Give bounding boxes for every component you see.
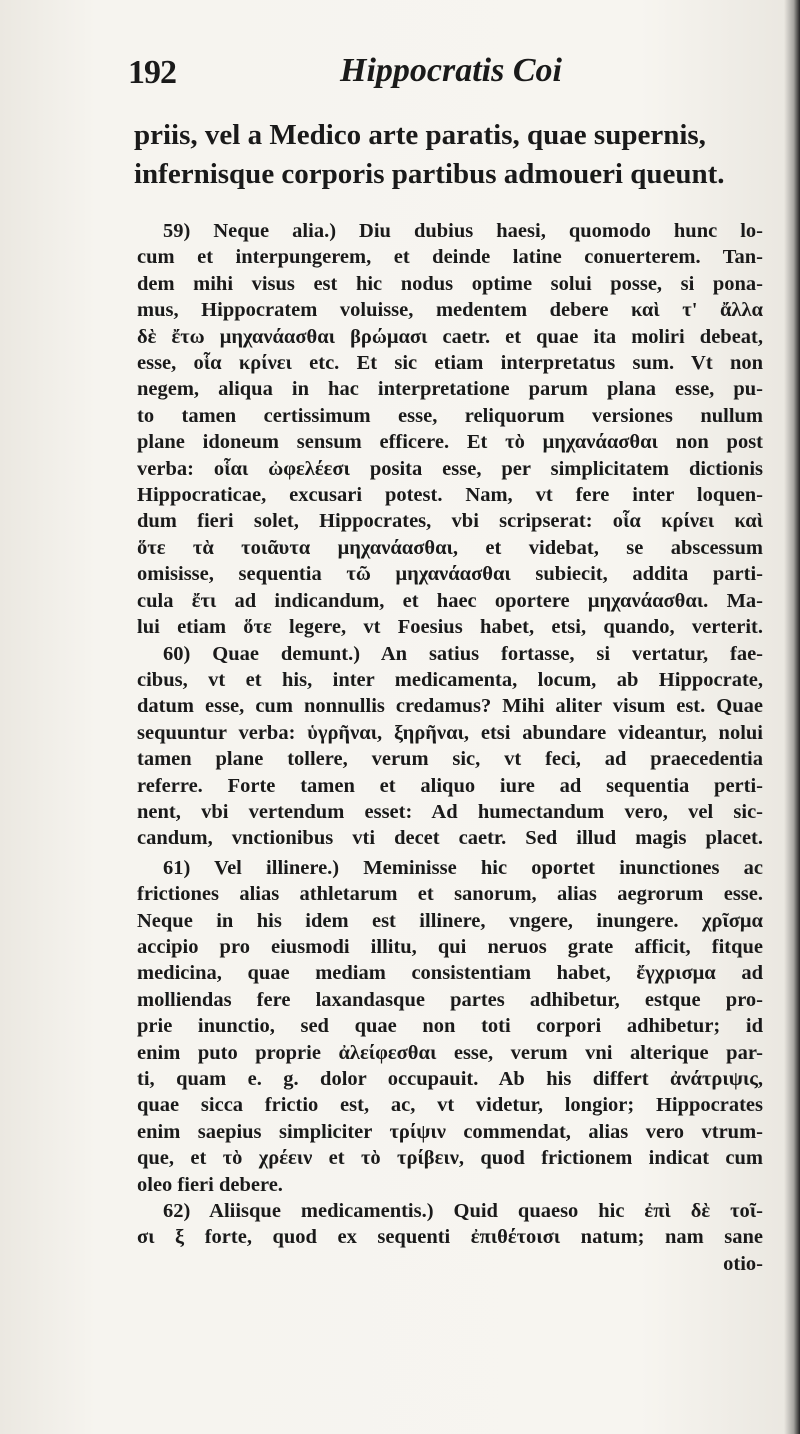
text-line: omisisse, sequentia τῶ μηχανάασθαι subiecit, addita parti- — [137, 563, 763, 586]
note-59 — [137, 218, 763, 641]
text-line: 61) Vel illinere.) Meminisse hic oportet inunctiones ac — [163, 856, 763, 879]
text-line: tamen plane tollere, verum sic, vt feci, ad praecedentia — [137, 748, 763, 771]
text-line: nent, vbi vertendum esset: Ad humectandum vero, vel sic- — [137, 800, 763, 823]
text-line: ὅτε τὰ τοιᾶυτα μηχανάασθαι, et videbat, se abscessum — [137, 536, 763, 559]
text-line: quae sicca frictio est, ac, vt videtur, longior; Hippocrates — [137, 1094, 763, 1117]
note-60 — [137, 641, 763, 852]
text-line: datum esse, cum nonnullis credamus? Mihi aliter visum est. Quae — [137, 695, 763, 718]
text-line: verba: οἷαι ὠφελέεσι posita esse, per simplicitatem dictionis — [137, 457, 763, 480]
text-line: σι ξ forte, quod ex sequenti ἐπιθέτοισι natum; nam sane — [137, 1226, 763, 1249]
text-line: δὲ ἔτω μηχανάασθαι βρώμασι caetr. et quae ita moliri debeat, — [137, 325, 763, 348]
text-line: sequuntur verba: ὑγρῆναι, ξηρῆναι, etsi abundare videantur, nolui — [137, 721, 763, 744]
text-line: cum et interpungerem, et deinde latine conuerterem. Tan- — [137, 246, 763, 269]
text-line: accipio pro eiusmodi illitu, qui neruos grate afficit, fitque — [137, 935, 763, 958]
text-line: enim saepius simpliciter τρίψιν commendat, alias vero vtrum- — [137, 1120, 763, 1143]
text-line: oleo fieri debere. — [137, 1173, 283, 1196]
text-line: lui etiam ὅτε legere, vt Foesius habet, etsi, quando, verterit. — [137, 616, 763, 639]
text-line: dem mihi visus est hic nodus optime solui posse, si pona- — [137, 272, 763, 295]
text-line: priis, vel a Medico arte paratis, quae supernis, — [134, 119, 706, 151]
text-line: Neque in his idem est illinere, vngere, inungere. χρῖσμα — [137, 909, 763, 932]
text-line: dum fieri solet, Hippocrates, vbi scripserat: οἷα κρίνει καὶ — [137, 510, 763, 533]
note-61 — [137, 855, 763, 1198]
text-line: molliendas fere laxandasque partes adhibetur, estque pro- — [137, 988, 763, 1011]
note-62 — [137, 1198, 763, 1277]
text-line: que, et τὸ χρέειν et τὸ τρίβειν, quod frictionem indicat cum — [137, 1147, 763, 1170]
notes-body — [137, 218, 763, 1277]
text-line: cula ἔτι ad indicandum, et haec oportere μηχανάασθαι. Ma- — [137, 589, 763, 612]
text-line: plane idoneum sensum efficere. Et τὸ μηχανάασθαι non post — [137, 431, 763, 454]
running-head — [128, 52, 768, 102]
text-line: medicina, quae mediam consistentiam habet, ἔγχρισμα ad — [137, 962, 763, 985]
text-line: enim puto proprie ἀλείφεσθαι esse, verum vni alterique par- — [137, 1041, 763, 1064]
text-line: esse, οἷα κρίνει etc. Et sic etiam interpretatus sum. Vt non — [137, 352, 763, 375]
running-title: Hippocratis Coi — [340, 52, 562, 89]
text-line: ti, quam e. g. dolor occupauit. Ab his differt ἀνάτριψις, — [137, 1068, 763, 1090]
text-line: infernisque corporis partibus admoueri queunt. — [134, 158, 725, 190]
text-line: cibus, vt et his, inter medicamenta, locum, ab Hippocrate, — [137, 668, 763, 691]
text-line: 60) Quae demunt.) An satius fortasse, si vertatur, fae- — [163, 642, 763, 665]
text-line: prie inunctio, sed quae non toti corpori adhibetur; id — [137, 1015, 763, 1038]
continued-text — [134, 116, 770, 194]
text-line: 62) Aliisque medicamentis.) Quid quaeso hic ἐπὶ δὲ τοῖ- — [163, 1200, 763, 1223]
text-line: Hippocraticae, excusari potest. Nam, vt fere inter loquen- — [137, 484, 763, 507]
text-line: to tamen certissimum esse, reliquorum versiones nullum — [137, 404, 763, 427]
text-line: referre. Forte tamen et aliquo iure ad sequentia perti- — [137, 774, 763, 797]
text-line: negem, aliqua in hac interpretatione parum plana esse, pu- — [137, 378, 763, 401]
text-line: 59) Neque alia.) Diu dubius haesi, quomodo hunc lo- — [163, 220, 763, 242]
page-number: 192 — [128, 54, 176, 91]
text-line: candum, vnctionibus vti decet caetr. Sed illud magis placet. — [137, 827, 763, 850]
text-line: frictiones alias athletarum et sanorum, alias aegrorum esse. — [137, 883, 763, 906]
page-edge-shadow — [784, 0, 800, 1434]
text-line: mus, Hippocratem voluisse, medentem debere καὶ τ' ἄλλα — [137, 299, 763, 322]
text-line: otio- — [723, 1252, 763, 1275]
